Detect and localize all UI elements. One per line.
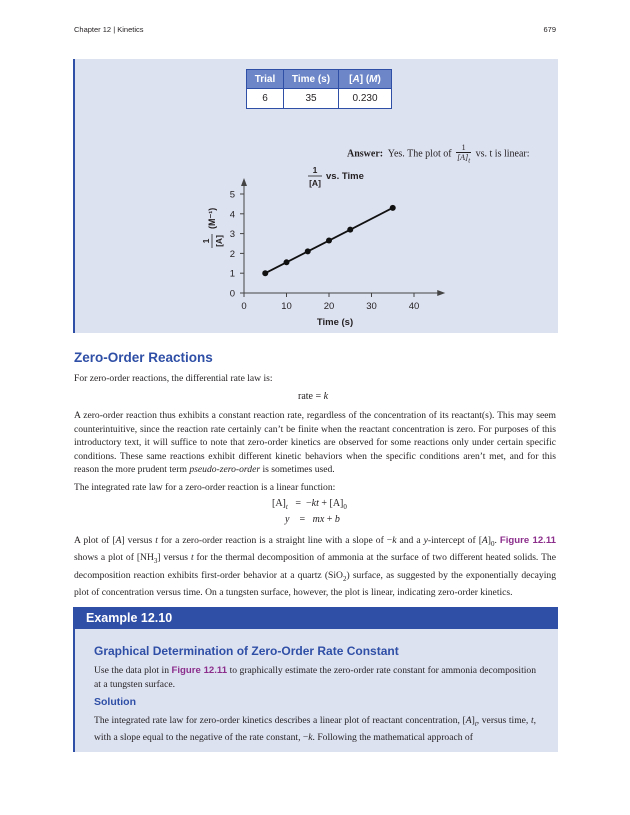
y-axis-arrow xyxy=(241,178,247,186)
data-point xyxy=(390,205,396,211)
y-tick-label: 1 xyxy=(229,268,235,280)
rate-equation: rate = k xyxy=(298,391,329,402)
paragraph-zero-order: A zero-order reaction thus exhibits a constant reaction rate, regardless of the concentration of its reactant(s). This may seem counterintuitive, since the reaction rate certainly can’t be finite when the reactant concentration is zero. For purposes of this introductory text, it will suffice to note that zero-order kinetics are observed for some reactions only under certain specific conditions. These same reactions exhibit different kinetic behaviors when the specific conditions aren’t met, and for this reason the more prudent term pseudo-zero-order is sometimes used. xyxy=(74,410,556,475)
x-tick-label: 20 xyxy=(323,301,335,312)
figure-link[interactable]: Figure 12.11 xyxy=(499,535,556,546)
data-point xyxy=(305,248,311,254)
x-tick-label: 40 xyxy=(408,301,420,312)
integrated-rate-law: $[A]_t = -kt + [A]_0$ xyxy=(272,498,347,511)
col-header-concentration: [A] (M) xyxy=(339,70,392,89)
data-point xyxy=(326,238,332,244)
paragraph-integrated: The integrated rate law for a zero-order reaction is a linear function: xyxy=(74,482,336,493)
answer-text-before: Yes. The plot of xyxy=(387,148,452,160)
cell-concentration: 0.230 xyxy=(339,89,392,109)
y-axis-label xyxy=(201,208,224,248)
solution-text: The integrated rate law for zero-order kinetics describes a linear plot of reactant concentration, $[A]_t$, versus time, t, with a slope equal to the negative of the rate constant, −k. Following the mathematical approach of xyxy=(94,715,537,744)
example-prompt: Use the data plot in Figure 12.11 to graphically estimate the zero-order rate constant for ammonia decomposition at a tungsten surface. xyxy=(94,665,536,690)
paragraph-plot: A plot of [A] versus t for a zero-order reaction is a straight line with a slope of −k and a y-intercept of $[A]_0$. Figure 12.11 shows a plot of $[NH_3]$ versus t for the thermal decomposition of ammonia at the surface of two different heated solids. The decomposition reaction exhibits first-order behavior at a quartz (SiO$_2$) surface, as suggested by the exponentially decaying plot of concentration versus time. On a tungsten surface, however, the plot is linear, indicating zero-order kinetics. xyxy=(74,535,556,599)
y-label-unit: (M⁻¹) xyxy=(207,207,217,229)
chart-title-denominator: [A] xyxy=(309,178,321,188)
example-title: Example 12.10 xyxy=(86,611,173,625)
page-number: 679 xyxy=(543,25,556,34)
x-tick-label: 0 xyxy=(241,301,247,312)
y-label-numerator: 1 xyxy=(201,238,211,244)
y-tick-label: 3 xyxy=(229,229,235,241)
example-heading: Graphical Determination of Zero-Order Rate Constant xyxy=(94,644,399,658)
cell-time: 35 xyxy=(284,89,339,109)
example-figure-link[interactable]: Figure 12.11 xyxy=(171,665,228,676)
answer-box xyxy=(73,59,558,333)
rate-chart xyxy=(75,59,558,333)
paragraph-intro: For zero-order reactions, the differential rate law is: xyxy=(74,373,273,384)
answer-fraction: $\frac{1}{[A]_t}$ xyxy=(457,143,471,165)
x-axis-arrow xyxy=(437,290,445,296)
answer-label: Answer: xyxy=(347,148,384,160)
x-tick-label: 10 xyxy=(281,301,292,312)
linear-equation: y = mx + b xyxy=(285,514,340,525)
data-point xyxy=(347,227,353,233)
col-header-time: Time (s) xyxy=(284,70,339,89)
col-header-trial: Trial xyxy=(247,70,284,89)
running-header-chapter: Chapter 12 | Kinetics xyxy=(74,25,144,34)
answer-text-after: vs. t is linear: xyxy=(475,148,530,160)
solution-label: Solution xyxy=(94,696,136,708)
y-tick-label: 2 xyxy=(229,248,235,260)
y-tick-label: 0 xyxy=(229,288,235,300)
cell-trial: 6 xyxy=(247,89,284,109)
data-point xyxy=(284,259,290,265)
y-label-denominator: [A] xyxy=(214,235,224,247)
chart-title: vs. Time xyxy=(326,171,364,182)
section-title: Zero-Order Reactions xyxy=(74,350,213,365)
x-axis-label: Time (s) xyxy=(316,317,354,328)
x-tick-label: 30 xyxy=(366,301,377,312)
data-point xyxy=(262,270,268,276)
y-tick-label: 4 xyxy=(229,209,235,221)
chart-title-numerator: 1 xyxy=(312,165,318,175)
y-tick-label: 5 xyxy=(229,189,235,201)
